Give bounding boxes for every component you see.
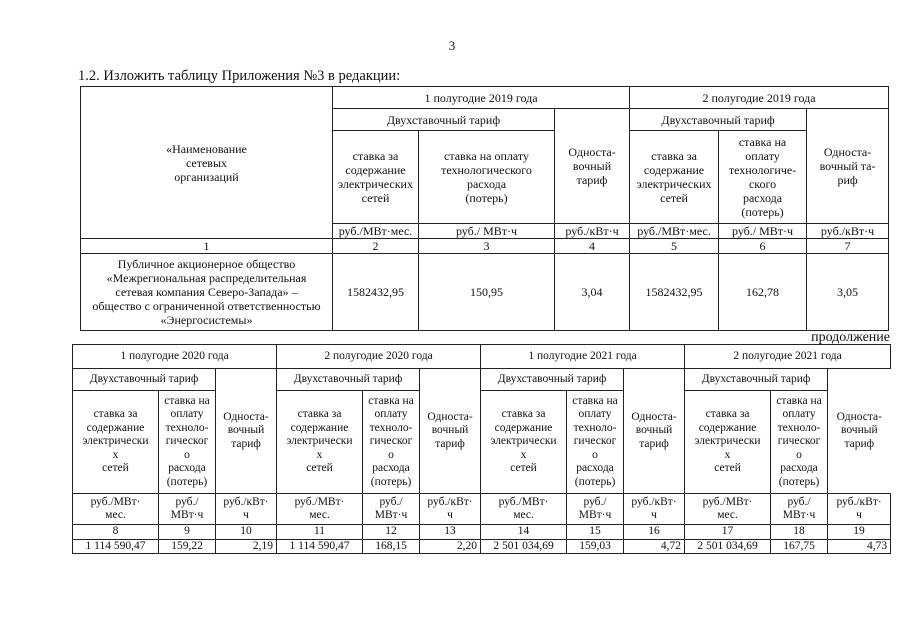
organization-name: Публичное акционерное общество «Межрегиональная распределительная сетевая компания Северо-Запада» – общество с ограниченной ответственностью «Энергосистемы» bbox=[81, 254, 333, 331]
continuation-label: продолжение bbox=[811, 330, 890, 345]
column-number: 19 bbox=[828, 525, 891, 540]
column-number: 5 bbox=[630, 239, 719, 254]
period-row bbox=[81, 87, 889, 109]
loss-rate-header: ставка на оплату техноло- гическог о расхода (потерь) bbox=[771, 391, 828, 494]
column-number: 18 bbox=[771, 525, 828, 540]
unit-cell: руб./МВт· мес. bbox=[481, 494, 567, 525]
tariff-type-row bbox=[73, 369, 891, 391]
loss-rate-header: ставка на оплату технологического расхода (потерь) bbox=[419, 131, 555, 224]
org-name-header: «Наименование сетевых организаций bbox=[81, 87, 333, 239]
column-number: 17 bbox=[685, 525, 771, 540]
period-header: 1 полугодие 2020 года bbox=[73, 345, 277, 369]
single-rate-header: Односта- вочный тариф bbox=[555, 109, 630, 224]
column-number-row bbox=[73, 525, 891, 540]
period-header: 2 полугодие 2019 года bbox=[630, 87, 889, 109]
column-number: 10 bbox=[216, 525, 277, 540]
unit-cell: руб./ МВт·ч bbox=[719, 224, 807, 239]
value-cell: 4,72 bbox=[624, 539, 685, 554]
section-heading: 1.2. Изложить таблицу Приложения №3 в редакции: bbox=[78, 68, 401, 84]
unit-cell: руб./кВт· ч bbox=[828, 494, 891, 525]
loss-rate-header: ставка на оплату техноло- гическог о расхода (потерь) bbox=[159, 391, 216, 494]
unit-cell: руб./кВт·ч bbox=[807, 224, 889, 239]
value-cell: 167,75 bbox=[771, 539, 828, 554]
unit-cell: руб./кВт· ч bbox=[420, 494, 481, 525]
table-row bbox=[81, 254, 889, 331]
unit-cell: руб./кВт·ч bbox=[555, 224, 630, 239]
column-number: 7 bbox=[807, 239, 889, 254]
single-rate-header: Односта- вочный та- риф bbox=[807, 109, 889, 224]
column-number: 2 bbox=[333, 239, 419, 254]
unit-cell: руб./ МВт·ч bbox=[159, 494, 216, 525]
maintenance-rate-header: ставка за содержание электрических сетей bbox=[630, 131, 719, 224]
page-number: 3 bbox=[448, 38, 456, 53]
unit-cell: руб./МВт· мес. bbox=[73, 494, 159, 525]
period-row bbox=[73, 345, 891, 369]
unit-cell: руб./МВт·мес. bbox=[630, 224, 719, 239]
column-number: 15 bbox=[567, 525, 624, 540]
value-cell: 2,20 bbox=[420, 539, 481, 554]
column-number: 11 bbox=[277, 525, 363, 540]
column-number: 3 bbox=[419, 239, 555, 254]
unit-cell: руб./ МВт·ч bbox=[419, 224, 555, 239]
value-cell: 2 501 034,69 bbox=[481, 539, 567, 554]
loss-rate-header: ставка на оплату техноло- гическог о расхода (потерь) bbox=[567, 391, 624, 494]
maintenance-rate-header: ставка за содержание электрически х сетей bbox=[73, 391, 159, 494]
unit-cell: руб./ МВт·ч bbox=[567, 494, 624, 525]
two-part-tariff-header: Двухставочный тариф bbox=[277, 369, 420, 391]
single-rate-header: Односта- вочный тариф bbox=[624, 369, 685, 494]
value-cell: 162,78 bbox=[719, 254, 807, 331]
table-row bbox=[73, 539, 891, 554]
maintenance-rate-header: ставка за содержание электрически х сетей bbox=[481, 391, 567, 494]
column-number: 13 bbox=[420, 525, 481, 540]
period-header: 2 полугодие 2021 года bbox=[685, 345, 891, 369]
column-number: 16 bbox=[624, 525, 685, 540]
column-number: 8 bbox=[73, 525, 159, 540]
value-cell: 4,73 bbox=[828, 539, 891, 554]
unit-cell: руб./МВт· мес. bbox=[685, 494, 771, 525]
column-number: 1 bbox=[81, 239, 333, 254]
period-header: 1 полугодие 2019 года bbox=[333, 87, 630, 109]
single-rate-header: Односта- вочный тариф bbox=[420, 369, 481, 494]
two-part-tariff-header: Двухставочный тариф bbox=[481, 369, 624, 391]
column-number: 14 bbox=[481, 525, 567, 540]
unit-cell: руб./ МВт·ч bbox=[363, 494, 420, 525]
tariff-table-2020-2021 bbox=[72, 344, 891, 554]
two-part-tariff-header: Двухставочный тариф bbox=[73, 369, 216, 391]
unit-cell: руб./МВт· мес. bbox=[277, 494, 363, 525]
value-cell: 159,22 bbox=[159, 539, 216, 554]
column-number: 9 bbox=[159, 525, 216, 540]
value-cell: 1582432,95 bbox=[333, 254, 419, 331]
unit-cell: руб./кВт· ч bbox=[624, 494, 685, 525]
period-header: 1 полугодие 2021 года bbox=[481, 345, 685, 369]
value-cell: 168,15 bbox=[363, 539, 420, 554]
units-row bbox=[73, 494, 891, 525]
unit-cell: руб./ МВт·ч bbox=[771, 494, 828, 525]
two-part-tariff-header: Двухставочный тариф bbox=[685, 369, 828, 391]
unit-cell: руб./кВт· ч bbox=[216, 494, 277, 525]
value-cell: 1 114 590,47 bbox=[73, 539, 159, 554]
loss-rate-header: ставка на оплату техноло- гическог о расхода (потерь) bbox=[363, 391, 420, 494]
value-cell: 1 114 590,47 bbox=[277, 539, 363, 554]
maintenance-rate-header: ставка за содержание электрически х сетей bbox=[277, 391, 363, 494]
rate-header-row bbox=[73, 391, 891, 494]
single-rate-header: Односта- вочный тариф bbox=[828, 369, 891, 494]
value-cell: 159,03 bbox=[567, 539, 624, 554]
tariff-table-2019 bbox=[80, 86, 889, 331]
two-part-tariff-header: Двухставочный тариф bbox=[333, 109, 555, 131]
loss-rate-header: ставка на оплату технологиче- ского расхода (потерь) bbox=[719, 131, 807, 224]
single-rate-header: Односта- вочный тариф bbox=[216, 369, 277, 494]
value-cell: 1582432,95 bbox=[630, 254, 719, 331]
unit-cell: руб./МВт·мес. bbox=[333, 224, 419, 239]
column-number: 12 bbox=[363, 525, 420, 540]
value-cell: 3,05 bbox=[807, 254, 889, 331]
column-number-row bbox=[81, 239, 889, 254]
maintenance-rate-header: ставка за содержание электрических сетей bbox=[333, 131, 419, 224]
value-cell: 3,04 bbox=[555, 254, 630, 331]
value-cell: 150,95 bbox=[419, 254, 555, 331]
two-part-tariff-header: Двухставочный тариф bbox=[630, 109, 807, 131]
value-cell: 2,19 bbox=[216, 539, 277, 554]
column-number: 6 bbox=[719, 239, 807, 254]
column-number: 4 bbox=[555, 239, 630, 254]
value-cell: 2 501 034,69 bbox=[685, 539, 771, 554]
period-header: 2 полугодие 2020 года bbox=[277, 345, 481, 369]
maintenance-rate-header: ставка за содержание электрически х сетей bbox=[685, 391, 771, 494]
